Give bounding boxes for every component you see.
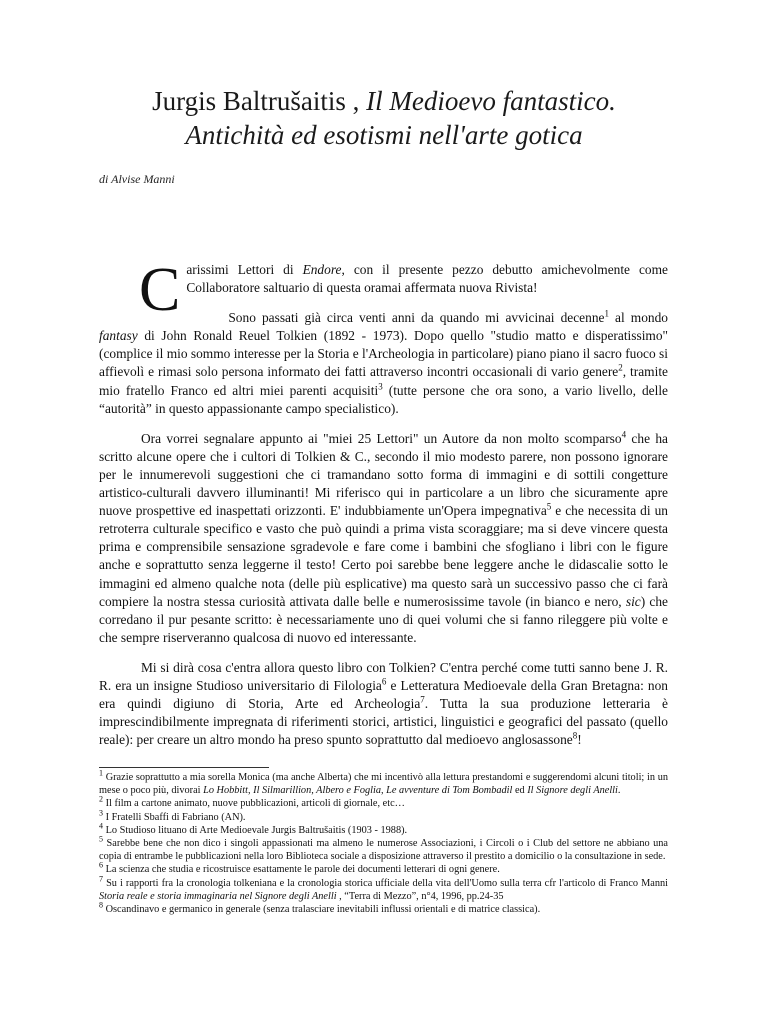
footnote-ref-6[interactable]: 6 <box>381 676 387 687</box>
article-title <box>0 84 768 152</box>
footnote-ref-3[interactable]: 3 <box>378 381 383 392</box>
paragraph-3 <box>99 430 668 647</box>
footnote-1-text-e: . <box>617 785 621 797</box>
p2-text-d: di John Ronald Reuel Tolkien (1892 - 1973). Dopo quello "studio matto e disperatissimo" (complice il mio sommo interesse per la Storia e l'Archeologia in particolare) piano piano il sacro fuoco si affievolì e rimasi solo persona informato dei fatti attraverso incontri occasionali di vario genere <box>99 328 668 380</box>
footnote-7-number: 7 <box>99 874 103 884</box>
footnote-ref-8[interactable]: 8 <box>572 730 578 741</box>
footnote-6 <box>99 863 668 876</box>
drop-cap: C <box>139 256 181 324</box>
footnote-3-number: 3 <box>99 808 103 818</box>
p4-text-d: ! <box>577 732 582 748</box>
footnote-5 <box>99 834 668 863</box>
footnote-7 <box>99 874 668 903</box>
footnote-5-number: 5 <box>99 834 103 844</box>
footnote-4-text: Lo Studioso lituano di Arte Medioevale Jurgis Baltrušaitis (1903 - 1988). <box>103 824 408 836</box>
paragraph-2 <box>99 309 668 418</box>
p3-text-b: che ha scritto alcune opere che i cultori di Tolkien & C., secondo il mio modesto parere, non possono ignorare per le innumerevoli suggestioni che ci tramandano sotto forma di immagini e di sottili congetture artistico-culturali davvero illuminanti! Mi riferisco qui in particolare a un libro che sicuramente apre nuove prospettive ed inaspettati orizzonti. E' indubbiamente un'Opera impegnativa <box>99 430 668 519</box>
p4-text-a: Mi si dirà cosa c'entra allora questo libro con Tolkien? C'entra perché come tutti sanno bene J. R. R. era un insigne Studioso universitario di Filologia <box>99 659 668 693</box>
p2-text-c: fantasy <box>99 328 138 344</box>
footnote-2 <box>99 794 668 810</box>
footnote-ref-7[interactable]: 7 <box>420 694 425 705</box>
title-book-author: Jurgis Baltrušaitis , <box>152 86 367 116</box>
footnote-8-text: Oscandinavo e germanico in generale (senza tralasciare inevitabili influssi orientali e di matrice classica). <box>103 904 541 916</box>
p1-text-c: , con il presente pezzo debutto amichevolmente come Collaboratore saltuario di questa oramai affermata nuova Rivista! <box>186 262 668 296</box>
footnote-4 <box>99 821 668 837</box>
title-line-2 <box>0 118 768 152</box>
footnote-2-number: 2 <box>99 794 103 804</box>
footnote-1-titles: Lo Hobbitt, Il Silmarillion, Albero e Foglia, Le avventure di Tom Bombadil <box>203 785 513 797</box>
p1-text-a: arissimi Lettori di <box>186 262 303 277</box>
footnote-6-text: La scienza che studia e ricostruisce esattamente le parole dei documenti letterari di ogni genere. <box>103 864 500 876</box>
p4-text-c: . Tutta la sua produzione letteraria è imprescindibilmente impregnata di riferimenti storici, artistici, linguistici e geografici del passato (quello reale): per creare un altro mondo ha preso spunto soprattutto dal medioevo anglosassone <box>99 696 669 748</box>
footnote-7-article-title: Storia reale e storia immaginaria nel Signore degli Anelli <box>99 890 337 902</box>
paragraph-4 <box>99 659 668 749</box>
article-author: di Alvise Manni <box>99 172 175 186</box>
footnotes <box>99 768 668 916</box>
article-body <box>99 226 668 761</box>
footnote-2-text: Il film a cartone animato, nuove pubblicazioni, articoli di giornale, etc… <box>103 798 405 810</box>
p2-text-b: al mondo <box>608 310 668 326</box>
footnote-7-text-c: , “Terra di Mezzo”, n°4, 1996, pp.24-35 <box>336 890 504 902</box>
title-subtitle: Antichità ed esotismi nell'arte gotica <box>185 120 583 150</box>
p2-text-a: Sono passati già circa venti anni da quando mi avvicinai decenne <box>228 310 605 326</box>
footnote-6-number: 6 <box>99 861 103 870</box>
footnote-separator <box>99 767 269 768</box>
p3-text-sic: sic <box>625 593 641 609</box>
p2-text-e: , tramite mio fratello Franco ed altri miei parenti acquisiti <box>99 364 668 398</box>
footnote-ref-1[interactable]: 1 <box>604 308 609 319</box>
footnote-ref-5[interactable]: 5 <box>546 501 552 512</box>
p3-text-e: ) che corredano il pur pesante scritto: è necessariamente uno di quei volumi che si fanno rileggere più volte e che sempre riserveranno qualcosa di nuovo ed interessante. <box>99 593 669 645</box>
footnote-1-text-c: ed <box>512 785 528 797</box>
footnote-8 <box>99 900 668 916</box>
p1-magazine-name: Endore <box>302 262 342 277</box>
footnote-1-number: 1 <box>99 768 103 778</box>
title-book-name: Il Medioevo fantastico. <box>366 86 616 116</box>
footnote-8-number: 8 <box>99 900 103 910</box>
footnote-3-text: I Fratelli Sbaffi di Fabriano (AN). <box>103 811 246 823</box>
footnote-ref-2[interactable]: 2 <box>618 363 623 373</box>
footnote-1 <box>99 768 668 797</box>
title-line-1 <box>0 84 768 118</box>
footnote-1-title-lotr: Il Signore degli Anelli <box>527 785 618 797</box>
footnote-1-text-a: Grazie soprattutto a mia sorella Monica (ma anche Alberta) che mi incentivò alla lettura prestandomi e suggerendomi alcuni titoli; in un mese o poco più, divorai <box>99 772 668 797</box>
footnote-3 <box>99 808 668 824</box>
footnote-7-text-a: Su i rapporti fra la cronologia tolkeniana e la cronologia storica ufficiale della vita dell'Uomo sulla terra cfr l'articolo di Franco Manni <box>103 877 668 889</box>
paragraph-1-text <box>99 261 668 297</box>
p3-text-c: e che necessita di un retroterra culturale specifico e vasto che può quindi a prima vista scoraggiare; ma si deve vincere questa prima e comprensibile sensazione sgradevole e fare come i bambini che sfogliano i libri con le figure anche e soprattutto senza leggerne il testo! Certo poi sarebbe bene leggere anche le didascalie sotto le immagini ed almeno qualche nota (delle più esplicative) ma questo sarà un successivo passo che ci farà compiere la nostra stessa curiosità attivata dalle belle e numerosissime tavole (in bianco e nero, <box>99 503 668 609</box>
footnote-4-number: 4 <box>99 821 103 831</box>
footnote-5-text: Sarebbe bene che non dico i singoli appassionati ma almeno le numerose Associazioni, i Circoli o i Club del settore ne abbiano una copia di entrambe le pubblicazioni nella loro Biblioteca sociale a disposizione attraverso il prestito a domicilio o la consultazione in sede. <box>99 838 668 863</box>
footnote-ref-4[interactable]: 4 <box>621 429 627 440</box>
p4-text-b: e Letteratura Medioevale della Gran Bretagna: non era quindi digiuno di Storia, Arte ed Archeologia <box>99 677 668 712</box>
p2-text-f: (tutte persone che ora sono, a vario livello, delle “autorità” in questo appassionante campo specialistico). <box>99 382 668 416</box>
p3-text-a: Ora vorrei segnalare appunto ai "miei 25 Lettori" un Autore da non molto scomparso <box>141 430 622 446</box>
